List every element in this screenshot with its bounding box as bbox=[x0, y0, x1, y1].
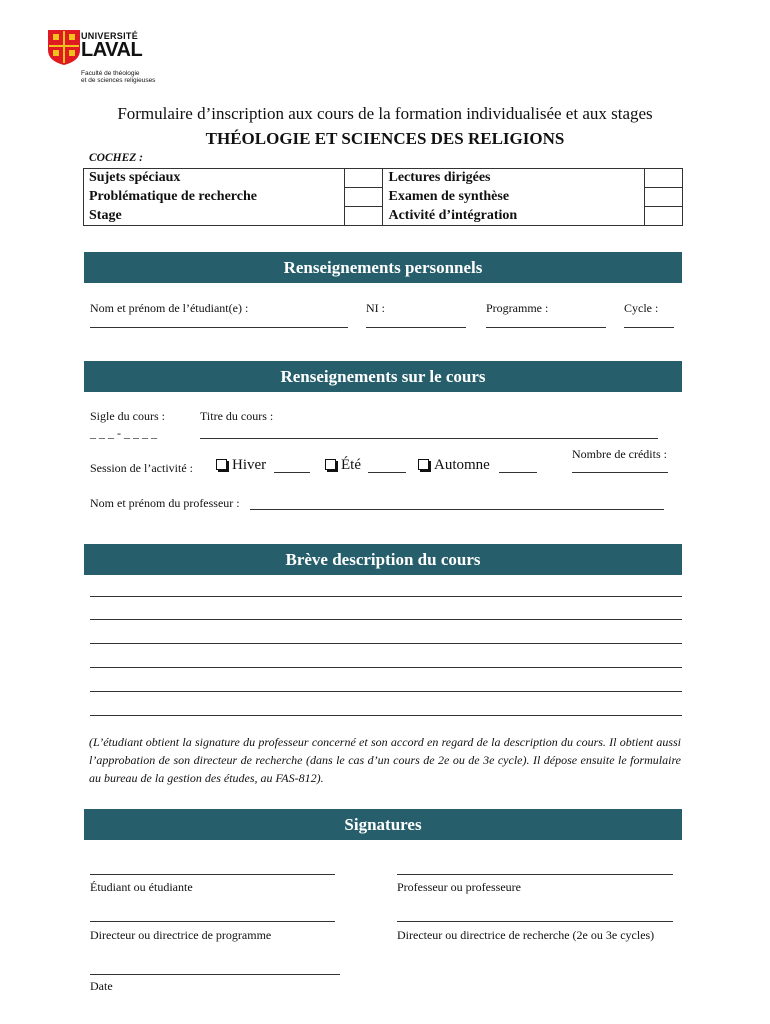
ete-field[interactable] bbox=[368, 472, 406, 473]
university-name-small: UNIVERSITÉ bbox=[81, 31, 139, 41]
checkbox-problematique[interactable] bbox=[345, 188, 383, 207]
student-name-label: Nom et prénom de l’étudiant(e) : bbox=[90, 301, 249, 315]
program-director-label: Directeur ou directrice de programme bbox=[90, 928, 272, 942]
ni-field[interactable] bbox=[366, 327, 466, 328]
form-subtitle: THÉOLOGIE ET SCIENCES DES RELIGIONS bbox=[205, 129, 565, 148]
choice-label: Problématique de recherche bbox=[84, 188, 345, 207]
description-line[interactable] bbox=[90, 643, 682, 644]
date-field[interactable] bbox=[90, 974, 340, 975]
choice-label: Sujets spéciaux bbox=[84, 169, 345, 188]
program-label: Programme : bbox=[486, 301, 549, 315]
faculty-line-1: Faculté de théologie bbox=[81, 70, 140, 77]
table-row bbox=[84, 169, 683, 188]
professor-name-label: Nom et prénom du professeur : bbox=[90, 496, 240, 510]
course-type-table bbox=[83, 168, 683, 226]
checkbox-lectures-dirigees[interactable] bbox=[644, 169, 683, 188]
student-signature-label: Étudiant ou étudiante bbox=[90, 880, 193, 894]
choice-label: Stage bbox=[84, 207, 345, 226]
sigle-field[interactable]: _ _ _ - _ _ _ _ bbox=[90, 426, 157, 440]
credits-field[interactable] bbox=[572, 472, 668, 473]
titre-field[interactable] bbox=[200, 438, 658, 439]
choice-label: Examen de synthèse bbox=[383, 188, 644, 207]
hiver-label: Hiver bbox=[232, 457, 267, 473]
faculty-line-2: et de sciences religieuses bbox=[81, 77, 156, 84]
session-ete[interactable] bbox=[325, 457, 361, 474]
university-logo bbox=[46, 28, 82, 66]
program-field[interactable] bbox=[486, 327, 606, 328]
university-name: LAVAL bbox=[81, 39, 143, 61]
checkbox-activite-integration[interactable] bbox=[644, 207, 683, 226]
cycle-label: Cycle : bbox=[624, 301, 659, 315]
program-director-signature-field[interactable] bbox=[90, 921, 335, 922]
credits-label: Nombre de crédits : bbox=[572, 447, 667, 461]
session-automne[interactable] bbox=[418, 457, 490, 474]
section-header-description: Brève description du cours bbox=[84, 544, 682, 575]
description-line[interactable] bbox=[90, 596, 682, 597]
checkbox-sujets-speciaux[interactable] bbox=[345, 169, 383, 188]
professor-signature-field[interactable] bbox=[397, 874, 673, 875]
session-hiver[interactable] bbox=[216, 457, 266, 474]
research-director-label: Directeur ou directrice de recherche (2e ou 3e cycles) bbox=[397, 928, 655, 942]
cycle-field[interactable] bbox=[624, 327, 674, 328]
section-header-signatures: Signatures bbox=[84, 809, 682, 840]
ni-label: NI : bbox=[366, 301, 385, 315]
date-label: Date bbox=[90, 979, 113, 993]
checkbox-icon[interactable] bbox=[418, 459, 429, 470]
cochez-label: COCHEZ : bbox=[89, 152, 143, 164]
professor-signature-label: Professeur ou professeure bbox=[397, 880, 521, 894]
checkbox-icon[interactable] bbox=[325, 459, 336, 470]
professor-name-field[interactable] bbox=[250, 509, 664, 510]
sigle-label: Sigle du cours : bbox=[90, 409, 165, 423]
checkbox-icon[interactable] bbox=[216, 459, 227, 470]
research-director-signature-field[interactable] bbox=[397, 921, 673, 922]
choice-label: Activité d’intégration bbox=[383, 207, 644, 226]
table-row bbox=[84, 207, 683, 226]
faculty-name bbox=[81, 70, 171, 84]
titre-label: Titre du cours : bbox=[200, 409, 274, 423]
automne-field[interactable] bbox=[499, 472, 537, 473]
section-header-course: Renseignements sur le cours bbox=[84, 361, 682, 392]
student-name-field[interactable] bbox=[90, 327, 348, 328]
description-line[interactable] bbox=[90, 691, 682, 692]
student-signature-field[interactable] bbox=[90, 874, 335, 875]
description-line[interactable] bbox=[90, 715, 682, 716]
section-header-personal: Renseignements personnels bbox=[84, 252, 682, 283]
description-line[interactable] bbox=[90, 619, 682, 620]
description-line[interactable] bbox=[90, 667, 682, 668]
instructions-note: (L’étudiant obtient la signature du professeur concerné et son accord en regard de la description du cours. Il obtient aussi l’approbation de son directeur de recherche (dans le cas d’un cours de 2e ou de 3e cycle). Il dépose ensuite le formulaire au bureau de la gestion des études, au FAS-812). bbox=[89, 735, 681, 785]
hiver-field[interactable] bbox=[274, 472, 310, 473]
form-title: Formulaire d’inscription aux cours de la formation individualisée et aux stages bbox=[117, 104, 653, 123]
checkbox-stage[interactable] bbox=[345, 207, 383, 226]
checkbox-examen-synthese[interactable] bbox=[644, 188, 683, 207]
session-label: Session de l’activité : bbox=[90, 461, 193, 475]
automne-label: Automne bbox=[434, 457, 490, 473]
table-row bbox=[84, 188, 683, 207]
ete-label: Été bbox=[341, 457, 361, 473]
choice-label: Lectures dirigées bbox=[383, 169, 644, 188]
